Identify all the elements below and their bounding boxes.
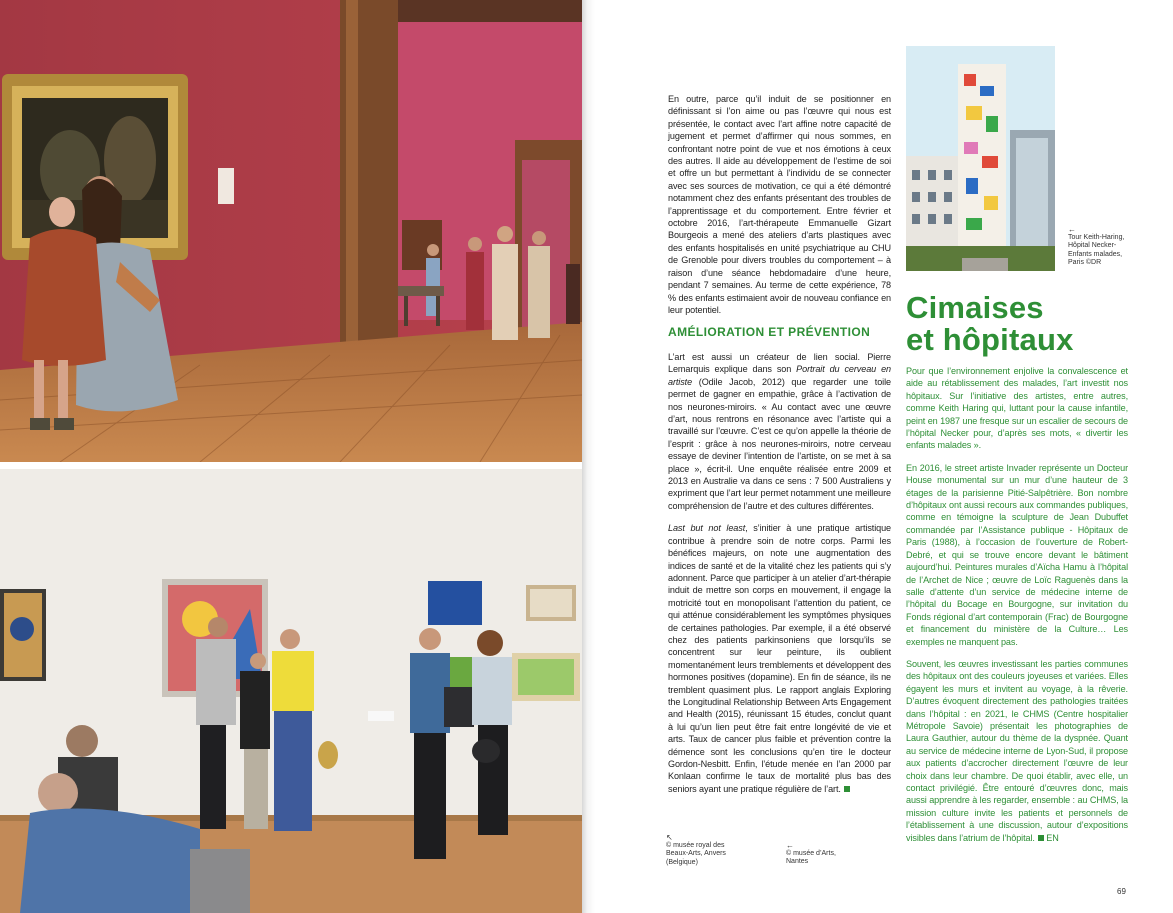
italic-lead: Last but not least bbox=[668, 523, 746, 534]
caption-arrow-icon: ← bbox=[1068, 225, 1076, 234]
book-title: Portrait du cerveau en artiste bbox=[668, 364, 891, 387]
green-paragraph-2: En 2016, le street artiste Invader représente un Docteur House monumental sur un mur d’une hauteur de 3 étages de la parisienne Pitié-Salpêtrière. Bon nombre d’hôpitaux ont aussi recours aux commandes publiques, comme en témoigne la sculpture de Jean Dubuffet commandée par l’Assistance publique - Hôpitaux de Paris (1988), à l’occasion de l’ouverture de Robert-Debré, et qui se trouve encore devant le bâtiment aujourd’hui. Peintures murales d’Aïcha Hamu à l’hôpital de l’Archet de Nice ; œuvre de Loïc Raguenès dans la salle d’attente d’un service de médecine interne de l’hôpital du Bocage en Bourgogne, sur invitation du Fonds régional d’art contemporain (Frac) de Bourgogne et financement du ministère de la Culture… Les exemples ne manquent pas. bbox=[906, 462, 1128, 647]
caption-anvers bbox=[666, 834, 746, 867]
article-title-line2: et hôpitaux bbox=[906, 322, 1074, 357]
page-number: 69 bbox=[1117, 887, 1126, 896]
museum-photo-top bbox=[0, 0, 582, 462]
caption-arrow-icon: ↖ bbox=[666, 833, 673, 842]
tower-caption bbox=[1068, 226, 1132, 268]
end-square-icon bbox=[844, 786, 850, 792]
green-paragraph-3: Souvent, les œuvres investissant les parties communes des hôpitaux ont des couleurs joyeuses et variées. Elles égayent les murs et invitent au voyage, à la rêverie. D’autres évoquent directement des pathologies traitées dans l’hôpital : en 2021, le CHMS (Centre hospitalier Métropole Savoie) présentait les photographies de Laura Gauthier, autour du thème de la dyspnée. Quant au service de médecine interne de Lyon-Sud, il propose aux patients d’accrocher directement l’œuvre de leur choix dans leur chambre. De quoi établir, avec elle, un contact privilégié. Être entouré d’œuvres donc, mais aussi apprendre à les regarder, ensemble : au CHMS, la mission culture invite les patients et personnels de l’établissement à une discussion, autour d’expositions visibles dans l’atrium de l’hôpital. EN bbox=[906, 658, 1128, 843]
museum-red-room-illustration bbox=[0, 0, 582, 462]
green-column bbox=[906, 365, 1128, 854]
intro-paragraph bbox=[668, 93, 891, 326]
caption-arrow-icon: ← bbox=[786, 841, 794, 850]
article-title-line1: Cimaises bbox=[906, 290, 1044, 325]
museum-white-gallery-illustration bbox=[0, 469, 582, 913]
intro-paragraph-text: En outre, parce qu’il induit de se positionner en définissant si l’on aime ou pas l’œuvre qui nous est présentée, le contact avec l’art affine notre capacité de jugement et permet d’affirmer qui nous sommes, en confrontant notre point de vue et nos émotions à ceux des autres. Il aide au développement de l’estime de soi et offre un but permettant à l’individu de se connecter avec ses sources de motivation, ce qui a été démontré notamment chez des enfants présentant des troubles de l’apprentissage et du comportement. Entre février et octobre 2016, l’art-thérapeute Emmanuelle Gizart Bourgeois a mené des ateliers d’arts plastiques avec des enfants hospitalisés en unité psychiatrique au CHU de Grenoble pour divers troubles du comportement – à raison d’une séance hebdomadaire d’une heure, pendant 7 semaines. Au terme de cette expérience, 78 % des enfants estimaient avoir de nouveau confiance en leur potentiel. bbox=[668, 94, 891, 315]
author-signature: EN bbox=[1046, 832, 1059, 843]
body-paragraphs bbox=[668, 351, 891, 805]
tower-caption-text: Tour Keith-Haring, Hôpital Necker-Enfants malades, Paris ©DR bbox=[1068, 234, 1125, 267]
end-square-icon bbox=[1038, 835, 1044, 841]
caption-nantes bbox=[786, 842, 850, 867]
green-intro: Pour que l’environnement enjolive la convalescence et aide au rétablissement des malades, l’art investit nos hôpitaux. Sur l’initiative des artistes, entre autres, comme Keith Haring qui, luttant pour la cause infantile, peint en 1987 une fresque sur un escalier de secours de l’hôpital Necker pour, d’après ses mots, « divertir les enfants malades ». bbox=[906, 366, 1128, 451]
caption-nantes-text: © musée d’Arts, Nantes bbox=[786, 850, 836, 866]
section-heading: AMÉLIORATION ET PRÉVENTION bbox=[668, 325, 871, 339]
museum-photo-bottom bbox=[0, 469, 582, 913]
article-title bbox=[906, 292, 1136, 356]
paragraph-lien-social: L’art est aussi un créateur de lien social. Pierre Lemarquis explique dans son Portrait du cerveau en artiste (Odile Jacob, 2012) que regarder une toile permet de gagner en empathie, grâce à l’activation de nos neurones-miroirs. « Au contact avec une œuvre d’art, nous rentrons en résonance avec l’artiste qui a travaillé sur l’œuvre. C’est ce qu’on appelle la théorie de l’esprit : grâce à nos neurones-miroirs, notre cerveau essaye de deviner l’intention de l’artiste, on se met à sa place », écrit-il. Une enquête réalisée entre 2009 et 2013 en Australie va dans ce sens : 7 500 Australiens y expriment que l’art leur permet notamment une meilleure compréhension de l’autre et des cultures différentes. bbox=[668, 352, 891, 511]
paragraph-last-but-not-least: Last but not least, s’initier à une pratique artistique contribue à prendre soin de notre corps. Parmi les bénéfices majeurs, on note une augmentation des indices de santé et de la vitalité chez les patients qui s’y adonnent. Parce que participer à un atelier d’art-thérapie induit de mettre son corps en mouvement, il engage la motricité tout en monopolisant l’attention du patient, ce qui atténue considérablement les symptômes physiques de certaines pathologies. Par exemple, il a été observé chez des patients parkinsoniens que lorsqu’ils se concentrent sur leur peinture, ils oublient momentanément leurs tremblements et développent des hormones positives (dopamine). En fin de séance, ils ne tremblent quasiment plus. Le rapport anglais Exploring the Longitudinal Relationship Between Arts Engagement and Health (2015), réunissant 15 études, conclut quant à lui qu’un lien peut être fait entre longévité de vie et arts. Taux de cancer plus faible et prévention contre la démence sont les conclusions qu’en tire le docteur Gordon-Nesbitt. Enfin, l’étude menée en l’an 2000 par Konlaan confirme le taux de mortalité plus bas des seniors ayant une pratique régulière de l’art. bbox=[668, 523, 892, 794]
page-gutter bbox=[582, 0, 595, 913]
tower-illustration bbox=[906, 46, 1055, 271]
keith-haring-tower-photo bbox=[906, 46, 1055, 271]
caption-anvers-text: © musée royal des Beaux-Arts, Anvers (Belgique) bbox=[666, 842, 726, 866]
